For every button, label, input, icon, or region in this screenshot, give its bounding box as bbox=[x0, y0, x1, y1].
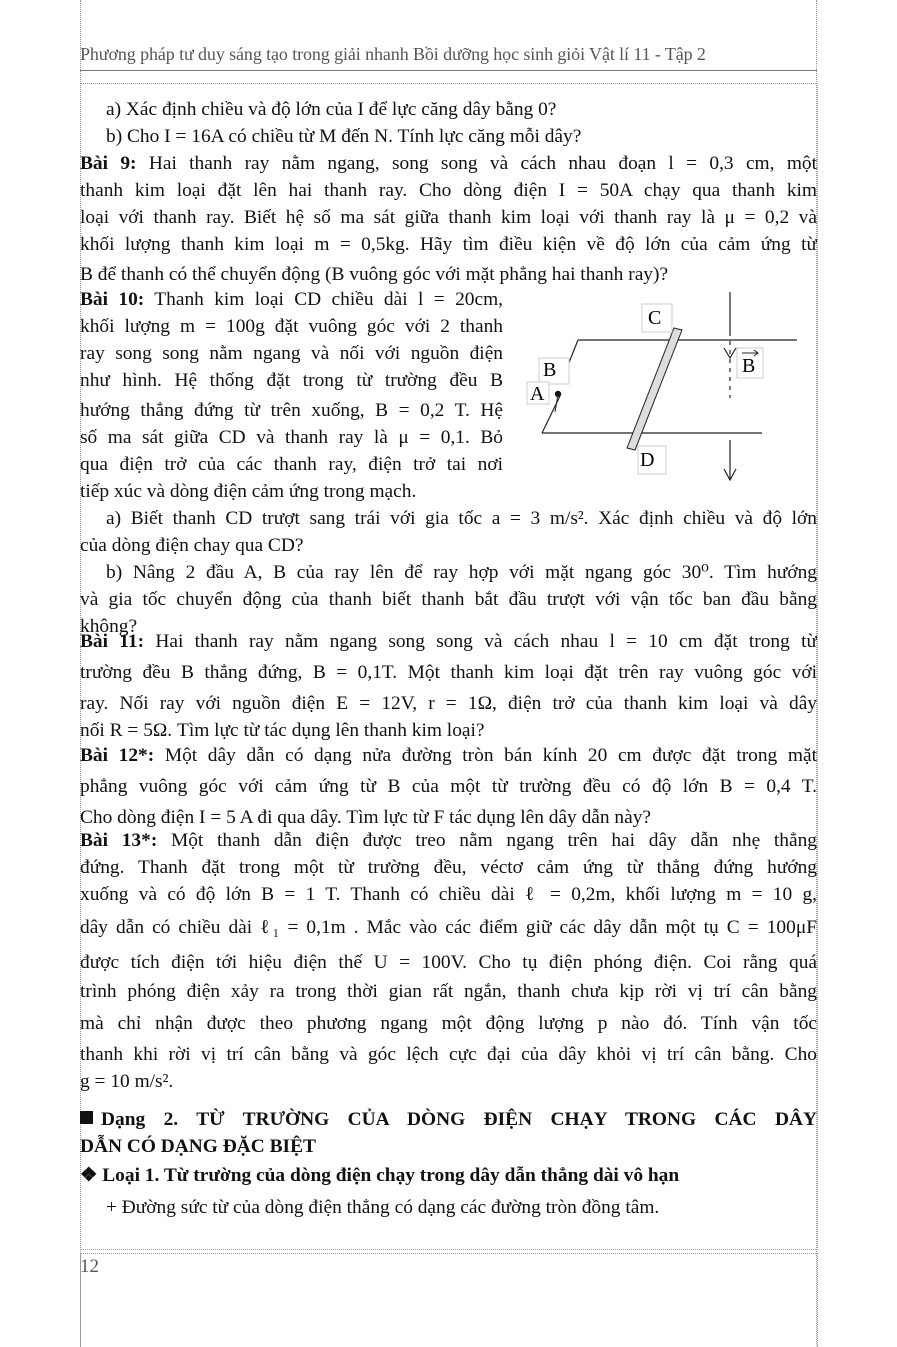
conducting-rod bbox=[627, 328, 682, 450]
text-line: không? bbox=[80, 616, 138, 637]
text-span: Hai thanh ray nằm ngang song song và cách nhau l = 10 cm đặt trong từ bbox=[155, 631, 817, 652]
text-span: Dạng 2. TỪ TRƯỜNG CỦA DÒNG ĐIỆN CHẠY TRONG CÁC DÂY bbox=[101, 1109, 817, 1130]
problem-11 bbox=[80, 628, 817, 744]
text-line: như hình. Hệ thống đặt trong từ trường đều B bbox=[80, 370, 503, 391]
text-line: Cho dòng điện I = 5 A đi qua dây. Tìm lực từ F tác dụng lên dây dẫn này? bbox=[80, 807, 652, 828]
text-line bbox=[80, 827, 817, 854]
label-field-b: B bbox=[742, 355, 756, 377]
text-line: b) Nâng 2 đầu A, B của ray lên để ray hợp với mặt ngang góc 30⁰. Tìm hướng bbox=[106, 562, 817, 583]
problem-label: Bài 11: bbox=[80, 631, 145, 652]
running-header: Phương pháp tư duy sáng tạo trong giải nhanh Bồi dưỡng học sinh giỏi Vật lí 11 - Tập 2 bbox=[80, 44, 706, 64]
text-line: phẳng vuông góc với cảm ứng từ B của một từ trường đều có độ lớn B = 0,4 T. bbox=[80, 776, 817, 797]
text-line: tiếp xúc và dòng điện cảm ứng trong mạch. bbox=[80, 481, 417, 502]
footer-frame bbox=[80, 1253, 818, 1347]
label-b: B bbox=[543, 359, 557, 381]
text-line: số ma sát giữa CD và thanh ray là μ = 0,1. Bỏ bbox=[80, 427, 503, 448]
problem-label: Bài 9: bbox=[80, 153, 137, 174]
bullet-line: + Đường sức từ của dòng điện thẳng có dạng các đường tròn đồng tâm. bbox=[106, 1197, 660, 1218]
text-line: trình phóng điện xảy ra trong thời gian rất ngắn, thanh chưa kịp rời vị trí cân bằng bbox=[80, 981, 817, 1002]
text-line: khối lượng m = 100g đặt vuông góc với 2 thanh bbox=[80, 316, 503, 337]
text-line: được tích điện tới hiệu điện thế U = 100V. Cho tụ điện phóng điện. Coi rằng quá bbox=[80, 952, 817, 973]
text-line bbox=[80, 628, 817, 655]
text-line: a) Biết thanh CD trượt sang trái với gia tốc a = 3 m/s². Xác định chiều và độ lớn bbox=[106, 508, 817, 529]
text-line bbox=[80, 150, 817, 177]
text-line: xuống và có độ lớn B = 1 T. Thanh có chiều dài ℓ = 0,2m, khối lượng m = 10 g, bbox=[80, 884, 817, 905]
problem-label: Bài 12*: bbox=[80, 745, 155, 766]
text-line: DẪN CÓ DẠNG ĐẶC BIỆT bbox=[80, 1136, 316, 1157]
diamond-bullet-icon: ❖ bbox=[80, 1165, 98, 1186]
text-line: qua điện trở của các thanh ray, điện trở tai nơi bbox=[80, 454, 503, 475]
text-line: loại với thanh ray. Biết hệ số ma sát giữa thanh kim loại với thanh ray là μ = 0,2 và bbox=[80, 207, 817, 228]
text-line: dây dẫn có chiều dài ℓ₁ = 0,1m . Mắc vào các điểm giữ các dây dẫn một tụ C = 100μF bbox=[80, 917, 817, 938]
problem-12 bbox=[80, 742, 817, 831]
problem-label: Bài 10: bbox=[80, 289, 145, 310]
text-line: B để thanh có thể chuyển động (B vuông góc với mặt phẳng hai thanh ray)? bbox=[80, 264, 669, 285]
square-bullet-icon bbox=[80, 1111, 93, 1124]
label-d: D bbox=[640, 449, 655, 471]
text-line: hướng thẳng đứng từ trên xuống, B = 0,2 T. Hệ bbox=[80, 400, 503, 421]
problem-13 bbox=[80, 827, 817, 1095]
text-line: ray song song nằm ngang và nối với nguồn điện bbox=[80, 343, 503, 364]
problem-8-continuation bbox=[80, 96, 817, 150]
text-line: nối R = 5Ω. Tìm lực từ tác dụng lên thanh kim loại? bbox=[80, 720, 485, 741]
label-c: C bbox=[648, 307, 662, 329]
header-rule bbox=[80, 70, 817, 71]
problem-label: Bài 13*: bbox=[80, 830, 158, 851]
problem-9 bbox=[80, 150, 817, 291]
text-line: thanh khi rời vị trí cân bằng và góc lệch cực đại của dây khỏi vị trí cân bằng. Cho bbox=[80, 1044, 817, 1065]
subsection-heading bbox=[80, 1162, 817, 1189]
text-line: đứng. Thanh đặt trong một từ trường đều, véctơ cảm ứng từ thẳng đứng hướng bbox=[80, 857, 817, 878]
text-line bbox=[80, 1106, 817, 1133]
label-a: A bbox=[530, 383, 545, 405]
page-number: 12 bbox=[80, 1256, 99, 1277]
text-span: Một thanh dẫn điện được treo nằm ngang trên hai dây dẫn nhẹ thẳng bbox=[171, 830, 817, 851]
text-line bbox=[80, 742, 817, 769]
text-line: ray. Nối ray với nguồn điện E = 12V, r = 1Ω, điện trở của thanh kim loại và dây bbox=[80, 693, 817, 714]
rail-circuit-figure bbox=[522, 290, 812, 485]
text-line: a) Xác định chiều và độ lớn của I để lực căng dây bằng 0? bbox=[106, 99, 557, 120]
text-line: của dòng điện chay qua CD? bbox=[80, 535, 304, 556]
text-span: Loại 1. Từ trường của dòng điện chạy trong dây dẫn thẳng dài vô hạn bbox=[102, 1165, 680, 1186]
text-span: Một dây dẫn có dạng nửa đường tròn bán kính 20 cm được đặt trong mặt bbox=[164, 745, 817, 766]
text-line bbox=[80, 286, 503, 313]
text-line: trường đều B thẳng đứng, B = 0,1T. Một thanh kim loại đặt trên ray vuông góc với bbox=[80, 662, 817, 683]
text-line: và gia tốc chuyển động của thanh biết thanh bắt đầu trượt với vận tốc ban đầu bằng bbox=[80, 589, 817, 610]
text-line: mà chỉ nhận được theo phương ngang một động lượng p nào đó. Tính vận tốc bbox=[80, 1013, 817, 1034]
text-line: b) Cho I = 16A có chiều từ M đến N. Tính lực căng mỗi dây? bbox=[106, 126, 582, 147]
text-span: Hai thanh ray nằm ngang, song song và cách nhau đoạn l = 0,3 cm, một bbox=[148, 153, 817, 174]
section-heading bbox=[80, 1106, 817, 1160]
text-span: Thanh kim loại CD chiều dài l = 20cm, bbox=[154, 289, 503, 310]
text-line: g = 10 m/s². bbox=[80, 1071, 174, 1092]
text-line: khối lượng thanh kim loại m = 0,5kg. Hãy tìm điều kiện về độ lớn của cảm ứng từ bbox=[80, 234, 817, 255]
text-line: thanh kim loại đặt lên hai thanh ray. Cho dòng điện I = 50A chạy qua thanh kim bbox=[80, 180, 817, 201]
